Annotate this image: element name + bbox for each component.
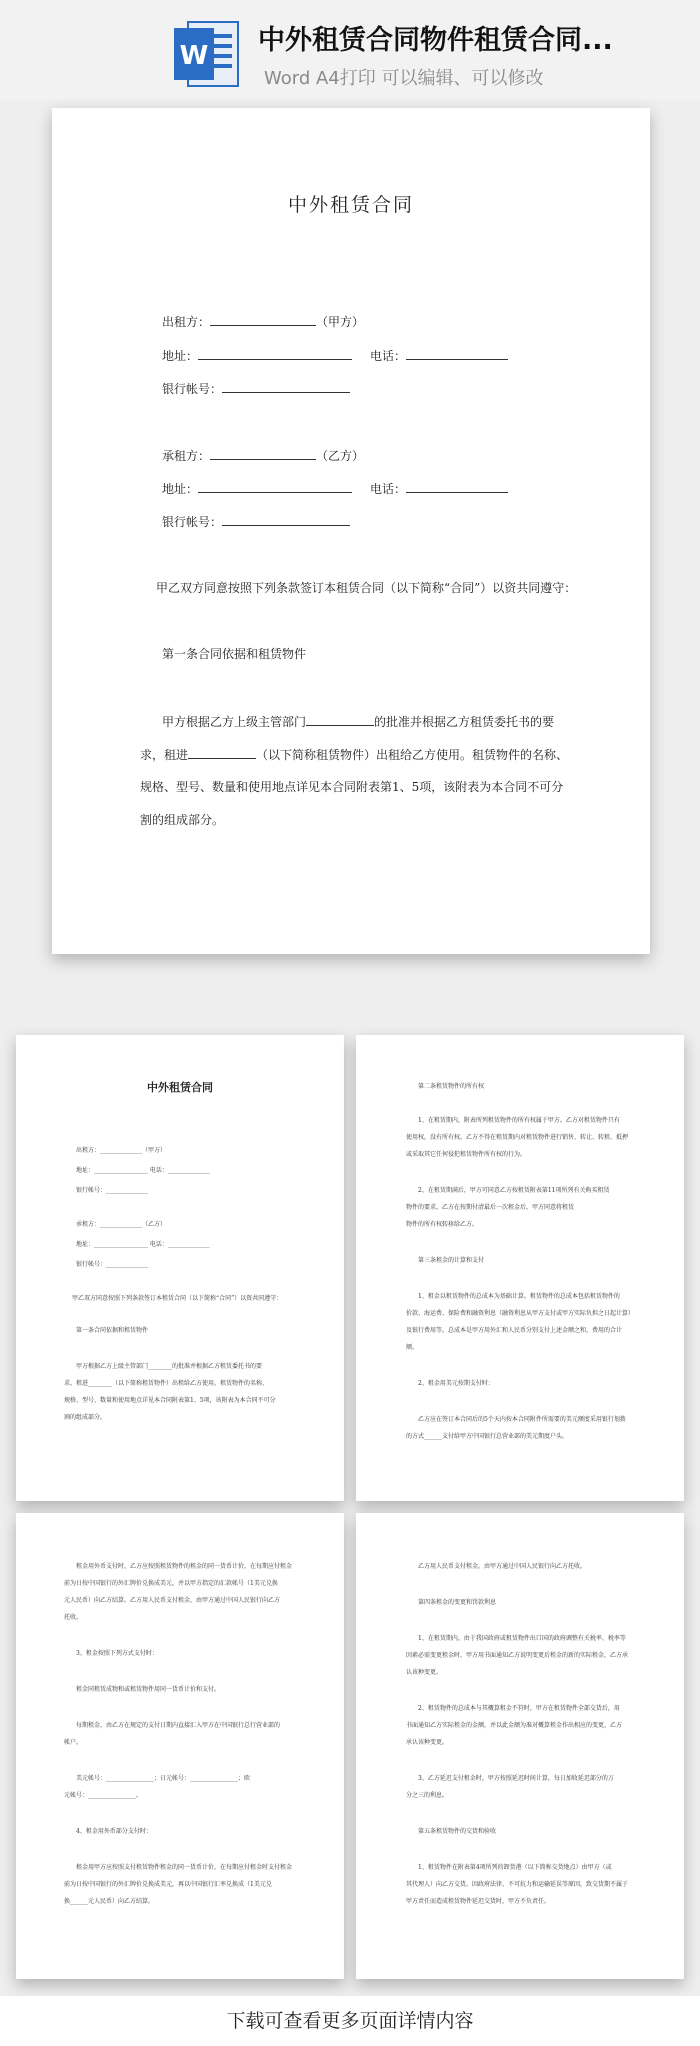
thumb-line: 租金用甲方应按照支付租赁物件租金的同一货币计价，在每期应付租金时支付租金	[76, 1864, 293, 1871]
thumb-line: 乙方应在签订本合同后的5个天内按本合同附件所需要的美元额度采用银行划拨	[418, 1416, 626, 1423]
thumb-title: 中外租赁合同	[147, 1081, 213, 1094]
thumb-line: 银行帐号：______________	[76, 1261, 149, 1268]
phone-label: 电话：	[370, 482, 407, 496]
article1-line3: 规格、型号、数量和使用地点详见本合同附表第1、5项，该附表为本合同不可分	[140, 780, 564, 794]
preview-thumbnail-page-4	[356, 1513, 684, 1979]
thumb-line: 分之三的利息。	[406, 1792, 449, 1799]
thumb-line: 美元帐号：________________；日元帐号：________________；欧	[76, 1775, 251, 1782]
bank-label: 银行帐号：	[162, 515, 223, 529]
thumb-line: 出租方：______________（甲方）	[76, 1147, 167, 1154]
thumb-line: 因素必需变更租金时，甲方用书面通知乙方说明变更后租金的新的实际租金，乙方承	[406, 1652, 629, 1659]
thumb-line: 租金同租赁成物和或租赁物件用同一货币计价和支付。	[76, 1686, 221, 1693]
thumb-line: 第二条租赁物件的所有权	[418, 1083, 485, 1090]
thumb-line: 甲乙双方同意按照下列条款签订本租赁合同（以下简称“合同”）以资共同遵守：	[72, 1295, 283, 1302]
thumb-line: 使用权，没有所有权。乙方不得在租赁期内对租赁物件进行销售、转让、转租、抵押	[406, 1134, 629, 1141]
thumb-line: 认该种变更。	[406, 1669, 443, 1676]
word-icon-letter: W	[179, 41, 209, 71]
thumb-line: 1、租赁物件在附表第4项所列的卸货港（以下简称交货地点）由甲方（或	[418, 1864, 612, 1871]
lessor-label: 出租方：	[162, 315, 211, 329]
blank-field	[198, 347, 352, 360]
thumb-line: 2、租金用美元按期支付时：	[418, 1380, 494, 1387]
thumb-line: 4、租金用外币部分支付时：	[76, 1828, 152, 1835]
contract-title: 中外租赁合同	[287, 194, 414, 216]
lessee-line	[162, 447, 364, 464]
thumb-line: 价款、海运费、保险费和融资利息（融资利息从甲方支付或甲方实际负担之日起计算）	[406, 1310, 635, 1317]
thumb-line: 割的组成部分。	[64, 1414, 107, 1421]
thumb-line: 托收。	[64, 1614, 83, 1621]
thumb-line: 物件的要求，乙方在按期付清最后一次租金后，甲方同意将租赁	[406, 1204, 575, 1211]
thumb-line: 及银行费用等。总成本是甲方用外汇和人民币分别支付上述金额之和，费用的合计	[406, 1327, 623, 1334]
article1-line1	[162, 713, 554, 730]
phone-label: 电话：	[370, 349, 407, 363]
header	[0, 0, 700, 100]
lessor-role: （甲方）	[316, 315, 365, 329]
lessee-label: 承租方：	[162, 449, 211, 463]
blank-field	[188, 746, 256, 759]
thumb-line: 承租方：______________（乙方）	[76, 1221, 167, 1228]
download-more-pages-link[interactable]: 下载可查看更多页面详情内容	[0, 1996, 700, 2046]
blank-field	[406, 347, 508, 360]
thumb-line: 前为日按中国银行的外汇牌价兑换成美元，并以甲方指定的汇款帐号（1美元兑换	[64, 1580, 278, 1587]
document-subtitle: Word A4打印 可以编辑、可以修改	[264, 68, 544, 89]
preview-thumbnail-page-1	[16, 1035, 344, 1501]
article1-text: 的批准并根据乙方租赁委托书的要	[374, 715, 555, 729]
blank-field	[222, 380, 350, 393]
preview-thumbnail-page-2	[356, 1035, 684, 1501]
thumb-line: 3、租金按照下列方式支付时：	[76, 1650, 158, 1657]
thumb-line: 前为日按中国银行的外汇牌价兑换成美元，再以中国银行汇率兑换成（1美元兑	[64, 1881, 272, 1888]
word-document-icon	[174, 20, 240, 88]
thumb-line: 1、在租赁期内，附表所列租赁物件的所有权属于甲方。乙方对租赁物件只有	[418, 1117, 620, 1124]
address-label: 地址：	[162, 482, 199, 496]
thumb-line: 地址：__________________ 电话：______________	[76, 1167, 210, 1174]
article1-text: 求，租进	[140, 748, 189, 762]
thumb-line: 元人民币）向乙方结算。乙方用人民币支付租金，由甲方通过中国人民银行向乙方	[64, 1597, 281, 1604]
document-title: 中外租赁合同物件租赁合同...	[258, 25, 613, 56]
thumb-line: 换______元人民币）向乙方结算。	[64, 1898, 155, 1905]
thumb-line: 银行帐号：______________	[76, 1187, 149, 1194]
preview-thumbnail-page-3	[16, 1513, 344, 1979]
lessee-address-line	[162, 480, 508, 497]
article1-title: 第一条合同依据和租赁物件	[162, 647, 307, 661]
blank-field	[222, 513, 350, 526]
thumb-line: 规格、型号、数量和使用地点详见本合同附表第1、5项，该附表为本合同不可分	[64, 1397, 276, 1404]
thumb-line: 或采取其它任何侵犯租赁物件所有权的行为。	[406, 1151, 527, 1158]
article1-text: （以下简称租赁物件）出租给乙方使用。租赁物件的名称、	[256, 748, 569, 762]
thumb-line: 乙方用人民币支付租金，由甲方通过中国人民银行向乙方托收。	[418, 1563, 587, 1570]
bank-label: 银行帐号：	[162, 382, 223, 396]
thumb-line: 第三条租金的计算和支付	[418, 1257, 485, 1264]
address-label: 地址：	[162, 349, 199, 363]
thumb-line: 额。	[406, 1344, 419, 1351]
blank-field	[198, 480, 352, 493]
blank-field	[210, 313, 316, 326]
thumb-line: 的方式______支付给甲方中国银行总营业部的美元期度户头。	[406, 1433, 569, 1440]
thumb-line: 元帐号：________________。	[64, 1792, 143, 1799]
lessor-address-line	[162, 347, 508, 364]
thumb-line: 2、在租赁期满后，甲方可同意乙方按租赁附表第11项所列有关购买租赁	[418, 1187, 610, 1194]
thumb-line: 第一条合同依据和租赁物件	[76, 1327, 149, 1334]
lessee-bank-line	[162, 513, 350, 530]
preview-page-large	[52, 108, 650, 954]
thumb-line: 求，租进________（以下简称租赁物件）出租给乙方使用。租赁物件的名称、	[64, 1380, 269, 1387]
thumb-line: 2、租赁物件的总成本与其概算租金不符时，甲方在租赁物件全部交货后，用	[418, 1705, 620, 1712]
thumb-line: 帐户。	[64, 1739, 83, 1746]
thumb-line: 1、租金以租赁物件的总成本为基础计算。租赁物件的总成本包括租赁物件的	[418, 1293, 620, 1300]
thumb-line: 甲方责任而造成租赁物件延迟交货时，甲方不负责任。	[406, 1898, 551, 1905]
thumb-line: 第四条租金的变更和罚款利息	[418, 1599, 497, 1606]
lessor-bank-line	[162, 380, 350, 397]
lessor-line	[162, 313, 364, 330]
intro-paragraph: 甲乙双方同意按照下列条款签订本租赁合同（以下简称“合同”）以资共同遵守：	[156, 581, 577, 595]
lessee-role: （乙方）	[316, 449, 365, 463]
thumb-line: 甲方根据乙方上级主管部门________的批准并根据乙方租赁委托书的要	[76, 1363, 263, 1370]
blank-field	[210, 447, 316, 460]
thumb-line: 书面通知乙方实际租金的金额，并以此金额为准对概算租金作出相应的变更，乙方	[406, 1722, 623, 1729]
article1-line2	[140, 746, 568, 763]
blank-field	[306, 713, 374, 726]
blank-field	[406, 480, 508, 493]
thumb-line: 承认该种变更。	[406, 1739, 449, 1746]
thumb-line: 物件的所有权转移给乙方。	[406, 1221, 479, 1228]
thumb-line: 第五条租赁物件的交货和验收	[418, 1828, 497, 1835]
thumb-line: 租金用外币支付时，乙方应按照租赁物件的租金的同一货币计价，在每期应付租金	[76, 1563, 293, 1570]
article1-line4: 割的组成部分。	[140, 813, 225, 827]
thumb-line: 3、乙方延迟支付租金时，甲方按照延迟时间计算，每日加收延迟部分的万	[418, 1775, 614, 1782]
thumb-line: 地址：__________________ 电话：______________	[76, 1241, 210, 1248]
thumb-line: 1、在租赁期内，由于我国政府或租赁物件出口国的政府调整有关税率、税率等	[418, 1635, 626, 1642]
thumb-line: 每期租金，由乙方在规定的支付日期内直接汇入甲方在中国银行总行营业部的	[76, 1722, 281, 1729]
article1-text: 甲方根据乙方上级主管部门	[162, 715, 307, 729]
thumb-line: 其代理人）向乙方交货。因政府法律、不可抗力和运输延误等原因，致交货期不属于	[406, 1881, 629, 1888]
